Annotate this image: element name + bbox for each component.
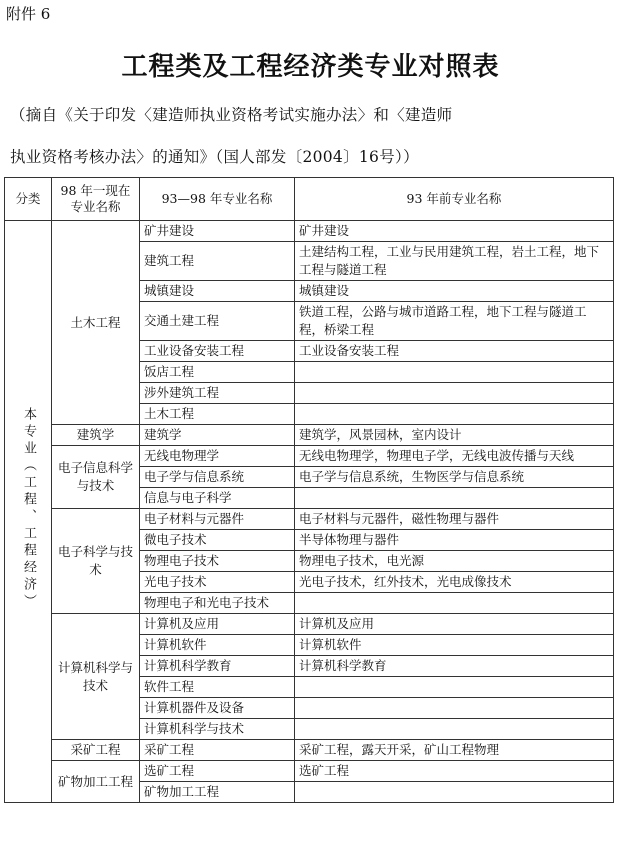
major-pre-93-cell: 矿井建设 — [295, 221, 614, 242]
major-pre-93-cell — [295, 488, 614, 509]
major-93-98-cell: 矿物加工工程 — [140, 782, 295, 803]
major-pre-93-cell: 土建结构工程，工业与民用建筑工程，岩土工程，地下工程与隧道工程 — [295, 242, 614, 281]
major-pre-93-cell: 计算机软件 — [295, 635, 614, 656]
major-pre-93-cell — [295, 383, 614, 404]
table-body — [5, 221, 614, 803]
major-93-98-cell: 物理电子和光电子技术 — [140, 593, 295, 614]
major-pre-93-cell: 光电子技术，红外技术，光电成像技术 — [295, 572, 614, 593]
table-row — [5, 761, 614, 782]
major-93-98-cell: 计算机器件及设备 — [140, 698, 295, 719]
major-93-98-cell: 采矿工程 — [140, 740, 295, 761]
major-comparison-table — [4, 177, 614, 803]
major-93-98-cell: 计算机科学教育 — [140, 656, 295, 677]
major-93-98-cell: 城镇建设 — [140, 281, 295, 302]
current-major-cell: 建筑学 — [52, 425, 140, 446]
major-93-98-cell: 工业设备安装工程 — [140, 341, 295, 362]
major-93-98-cell: 计算机软件 — [140, 635, 295, 656]
header-category: 分类 — [5, 178, 52, 221]
major-pre-93-cell: 物理电子技术，电光源 — [295, 551, 614, 572]
major-93-98-cell: 物理电子技术 — [140, 551, 295, 572]
major-pre-93-cell: 半导体物理与器件 — [295, 530, 614, 551]
major-93-98-cell: 矿井建设 — [140, 221, 295, 242]
major-pre-93-cell — [295, 593, 614, 614]
major-93-98-cell: 电子学与信息系统 — [140, 467, 295, 488]
header-pre-93-major: 93 年前专业名称 — [295, 178, 614, 221]
major-pre-93-cell: 无线电物理学，物理电子学，无线电波传播与天线 — [295, 446, 614, 467]
major-pre-93-cell: 采矿工程，露天开采，矿山工程物理 — [295, 740, 614, 761]
current-major-cell: 计算机科学与技术 — [52, 614, 140, 740]
attachment-label: 附件 6 — [6, 5, 51, 23]
page-title: 工程类及工程经济类专业对照表 — [121, 52, 500, 82]
subtitle-line-1: （摘自《关于印发〈建造师执业资格考试实施办法〉和〈建造师 — [10, 106, 453, 124]
major-pre-93-cell: 计算机及应用 — [295, 614, 614, 635]
major-93-98-cell: 建筑学 — [140, 425, 295, 446]
major-pre-93-cell: 计算机科学教育 — [295, 656, 614, 677]
major-93-98-cell: 信息与电子科学 — [140, 488, 295, 509]
major-pre-93-cell: 工业设备安装工程 — [295, 341, 614, 362]
table-row — [5, 221, 614, 242]
major-93-98-cell: 土木工程 — [140, 404, 295, 425]
major-pre-93-cell: 电子学与信息系统，生物医学与信息系统 — [295, 467, 614, 488]
table-row — [5, 425, 614, 446]
major-93-98-cell: 建筑工程 — [140, 242, 295, 281]
major-93-98-cell: 交通土建工程 — [140, 302, 295, 341]
major-93-98-cell: 计算机科学与技术 — [140, 719, 295, 740]
current-major-cell: 土木工程 — [52, 221, 140, 425]
major-pre-93-cell — [295, 677, 614, 698]
major-93-98-cell: 计算机及应用 — [140, 614, 295, 635]
major-pre-93-cell — [295, 782, 614, 803]
major-pre-93-cell: 电子材料与元器件，磁性物理与器件 — [295, 509, 614, 530]
current-major-cell: 采矿工程 — [52, 740, 140, 761]
subtitle-line-2: 执业资格考核办法〉的通知》（国人部发〔2004〕16号）） — [10, 148, 419, 166]
major-pre-93-cell: 铁道工程，公路与城市道路工程，地下工程与隧道工程，桥梁工程 — [295, 302, 614, 341]
major-93-98-cell: 光电子技术 — [140, 572, 295, 593]
major-93-98-cell: 涉外建筑工程 — [140, 383, 295, 404]
category-cell — [5, 221, 52, 803]
major-93-98-cell: 电子材料与元器件 — [140, 509, 295, 530]
major-pre-93-cell — [295, 698, 614, 719]
current-major-cell: 矿物加工工程 — [52, 761, 140, 803]
major-93-98-cell: 饭店工程 — [140, 362, 295, 383]
header-93-98-major: 93—98 年专业名称 — [140, 178, 295, 221]
current-major-cell: 电子科学与技术 — [52, 509, 140, 614]
table-header-row — [5, 178, 614, 221]
major-pre-93-cell — [295, 719, 614, 740]
table-row — [5, 446, 614, 467]
major-pre-93-cell: 城镇建设 — [295, 281, 614, 302]
table-row — [5, 740, 614, 761]
table-row — [5, 614, 614, 635]
major-93-98-cell: 选矿工程 — [140, 761, 295, 782]
major-pre-93-cell: 建筑学，风景园林，室内设计 — [295, 425, 614, 446]
major-93-98-cell: 无线电物理学 — [140, 446, 295, 467]
header-current-major: 98 年一现在专业名称 — [52, 178, 140, 221]
current-major-cell: 电子信息科学与技术 — [52, 446, 140, 509]
table-row — [5, 509, 614, 530]
major-pre-93-cell — [295, 362, 614, 383]
major-93-98-cell: 软件工程 — [140, 677, 295, 698]
major-pre-93-cell — [295, 404, 614, 425]
major-pre-93-cell: 选矿工程 — [295, 761, 614, 782]
category-label: 本专业（工程、工程经济） — [21, 407, 36, 611]
major-93-98-cell: 微电子技术 — [140, 530, 295, 551]
